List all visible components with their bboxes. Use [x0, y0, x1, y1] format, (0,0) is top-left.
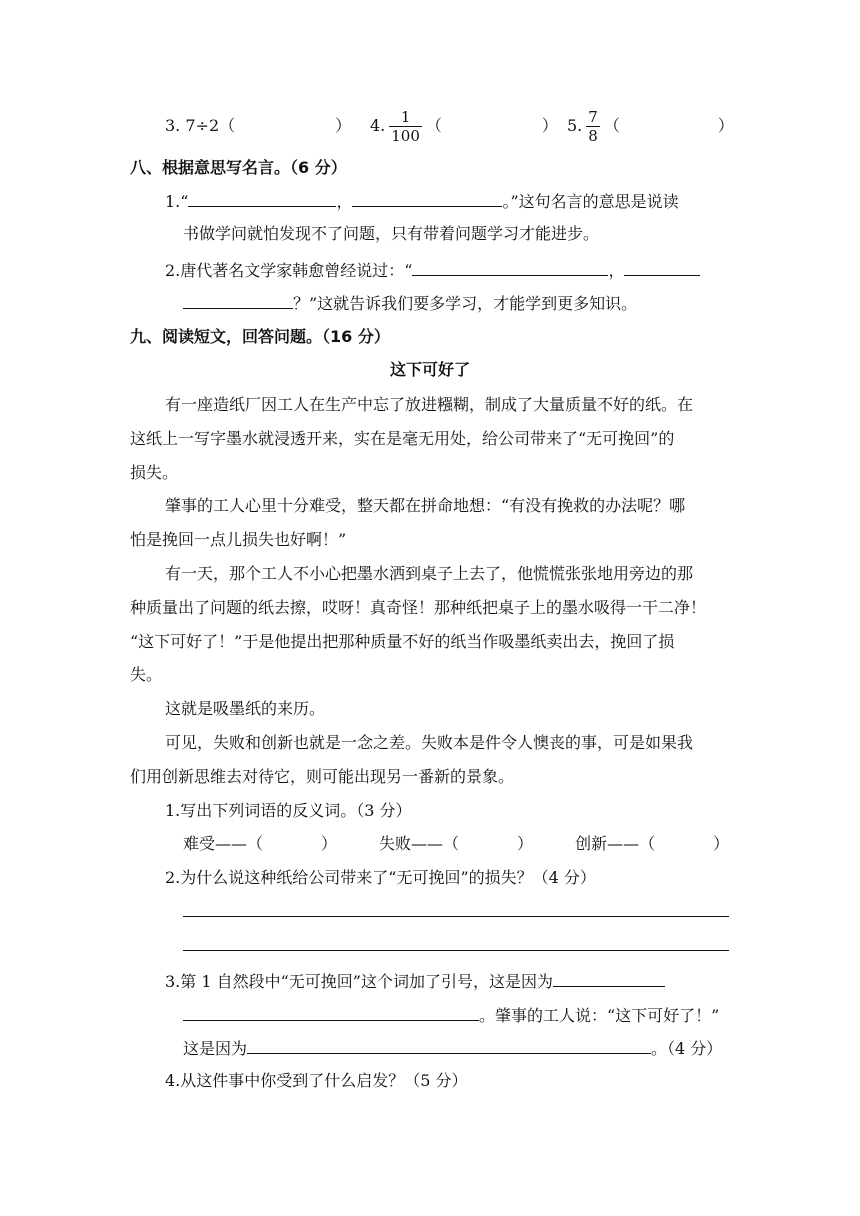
item4-open: （: [425, 116, 442, 135]
fraction-numerator: 1: [389, 108, 422, 127]
q2-line2-end: ？”这就告诉我们要多学习，才能学到更多知识。: [293, 294, 638, 313]
p4-line: 这就是吸墨纸的来历。: [165, 699, 326, 718]
p1-line1: 有一座造纸厂因工人在生产中忘了放进糨糊，制成了大量质量不好的纸。在: [165, 395, 694, 414]
item4-close: ）: [541, 116, 558, 135]
story-title: 这下可好了: [390, 360, 471, 379]
s9-q1-words: [183, 832, 729, 856]
q1-comma: ，: [336, 192, 353, 211]
antonym-close: ）: [517, 834, 534, 853]
antonym-close: ）: [321, 834, 338, 853]
p5-line1: 可见，失败和创新也就是一念之差。失败本是件令人懊丧的事，可是如果我: [165, 733, 694, 752]
answer-blank[interactable]: [352, 188, 502, 207]
item4-label: 4.: [370, 116, 386, 135]
p2-line1: 肇事的工人心里十分难受，整天都在拼命地想：“有没有挽救的办法呢？哪: [165, 496, 686, 515]
s9-q1: 1.写出下列词语的反义词。（3 分）: [165, 801, 412, 820]
fraction-denominator: 8: [588, 127, 598, 145]
q3-line3-start: 这是因为: [183, 1039, 248, 1058]
p3-line2: 种质量出了问题的纸去擦，哎呀！真奇怪！那种纸把桌子上的墨水吸得一干二净！: [130, 598, 707, 617]
answer-blank[interactable]: [188, 188, 336, 207]
answer-blank[interactable]: [624, 257, 700, 276]
p1-line3: 损失。: [130, 463, 179, 482]
fraction-numerator: 7: [588, 108, 598, 126]
answer-line[interactable]: [183, 916, 729, 917]
q7-item-4: [370, 104, 558, 148]
s9-q4: 4.从这件事中你受到了什么启发？（5 分）: [165, 1071, 468, 1090]
q3-line1-text: 3.第 1 自然段中“无可挽回”这个词加了引号，这是因为: [165, 972, 553, 991]
answer-blank[interactable]: [183, 1002, 479, 1021]
section-9-heading: 九、阅读短文，回答问题。（16 分）: [130, 327, 390, 346]
answer-blank[interactable]: [412, 257, 608, 276]
q3-line3-end: 。（4 分）: [651, 1039, 723, 1058]
s8-q2-line1: [165, 257, 700, 283]
section-8-heading: 八、根据意思写名言。（6 分）: [130, 158, 347, 177]
q1-start: 1.“: [165, 192, 189, 211]
answer-line[interactable]: [183, 950, 729, 951]
answer-blank[interactable]: [553, 968, 665, 987]
fraction-7-8: [586, 108, 600, 145]
antonym-word-1: 难受——（: [183, 834, 264, 853]
item3-close: ）: [335, 116, 352, 135]
s8-q1-line1: [165, 188, 679, 214]
fraction-1-100: [389, 108, 422, 145]
fraction-denominator: 100: [391, 127, 420, 145]
item3-text: 3. 7÷2（: [165, 116, 236, 135]
antonym-word-3: 创新——（: [575, 834, 656, 853]
p2-line2: 怕是挽回一点儿损失也好啊！”: [130, 530, 347, 549]
q2-start: 2.唐代著名文学家韩愈曾经说过：“: [165, 261, 413, 280]
s9-q2: 2.为什么说这种纸给公司带来了“无可挽回”的损失？（4 分）: [165, 868, 596, 887]
q7-item-3: [165, 114, 351, 138]
q7-item-5: [567, 104, 734, 148]
p3-line1: 有一天，那个工人不小心把墨水洒到桌子上去了，他慌慌张张地用旁边的那: [165, 564, 694, 583]
item5-label: 5.: [567, 116, 583, 135]
s9-q3-line1: [165, 968, 665, 994]
s8-q2-line2: [183, 290, 637, 316]
antonym-word-2: 失败——（: [379, 834, 460, 853]
p5-line2: 们用创新思维去对待它，则可能出现另一番新的景象。: [130, 767, 515, 786]
answer-blank[interactable]: [183, 290, 293, 309]
p3-line4: 失。: [130, 665, 163, 684]
p3-line3: “这下可好了！”于是他提出把那种质量不好的纸当作吸墨纸卖出去，挽回了损: [130, 632, 675, 651]
s8-q1-line2: 书做学问就怕发现不了问题，只有带着问题学习才能进步。: [183, 224, 600, 243]
p1-line2: 这纸上一写字墨水就浸透开来，实在是毫无用处，给公司带来了“无可挽回”的: [130, 429, 675, 448]
antonym-close: ）: [713, 834, 730, 853]
q2-comma: ，: [608, 261, 625, 280]
item5-close: ）: [717, 116, 734, 135]
s9-q3-line3: [183, 1035, 722, 1061]
s9-q3-line2: [183, 1002, 719, 1028]
q3-line2-end: 。肇事的工人说：“这下可好了！”: [479, 1006, 720, 1025]
q1-end: 。”这句名言的意思是说读: [502, 192, 679, 211]
answer-blank[interactable]: [247, 1035, 651, 1054]
item5-open: （: [603, 116, 620, 135]
